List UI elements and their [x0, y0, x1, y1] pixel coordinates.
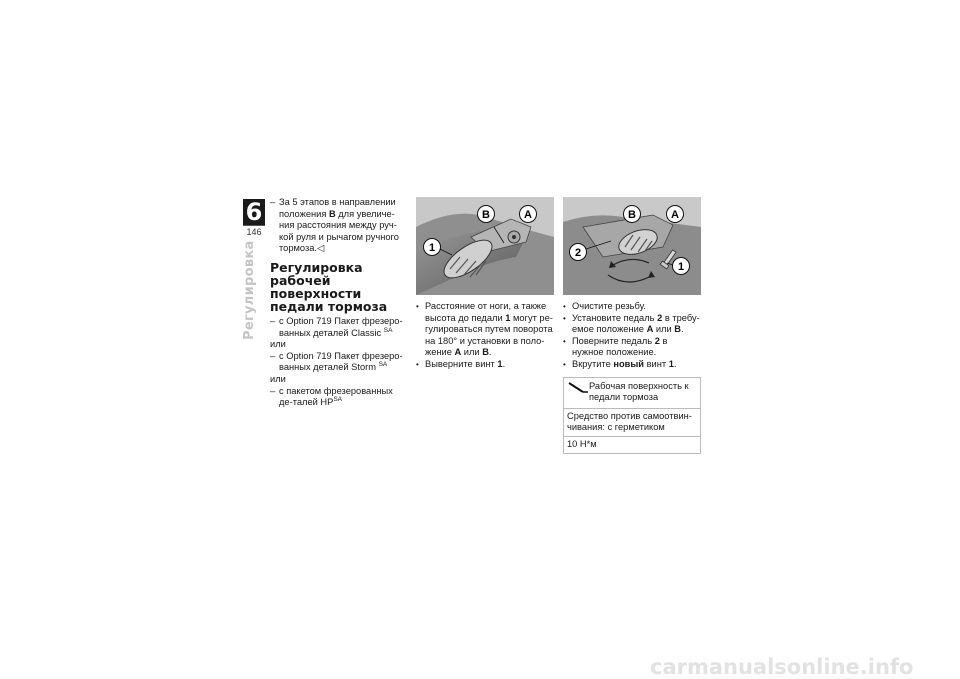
spec-torque-row: 10 Н*м	[564, 436, 700, 453]
chapter-number: 6	[243, 199, 265, 225]
instruction-item	[563, 301, 701, 313]
page-number: 146	[243, 225, 265, 237]
torque-wrench-icon	[567, 381, 589, 395]
dash-marker: –	[270, 350, 276, 361]
instruction-text: Поверните педаль 2 в нужное положение.	[572, 335, 668, 358]
bullet-marker: •	[416, 359, 419, 369]
bullet-marker: •	[563, 336, 566, 346]
intro-item	[270, 197, 408, 255]
instruction-item	[563, 336, 701, 359]
spec-agent-row: Средство против самоотвин-чивания: с герметиком	[564, 408, 700, 436]
instruction-item	[416, 359, 554, 371]
photo-label-b: B	[628, 209, 636, 221]
brake-pedal-photo-2	[563, 197, 701, 295]
brake-pedal-photo-1	[416, 197, 554, 295]
instruction-text: Очистите резьбу.	[572, 301, 646, 311]
option-text: с Option 719 Пакет фрезеро-ванных деталей Classic $^{SA}$	[279, 315, 403, 338]
instruction-text: Выверните винт 1.	[425, 358, 506, 369]
instruction-text: Расстояние от ноги, а также высота до педали 1 могут ре-гулироваться путем поворота на 180° и установки в поло-жение A или B.	[425, 301, 553, 358]
column-3	[563, 197, 701, 454]
bullet-marker: •	[563, 302, 566, 311]
column-2	[416, 197, 554, 371]
option-text: с пакетом фрезерованных де-талей $HP^{SA}$	[279, 385, 393, 408]
option-item	[270, 316, 408, 339]
dash-marker: –	[270, 385, 276, 396]
option-item	[270, 351, 408, 374]
photo-label-1: 1	[677, 261, 685, 273]
column-1	[270, 197, 408, 409]
section-heading: Регулировка рабочей поверхности педали тормоза	[270, 259, 388, 314]
spec-title: Рабочая поверхность к педали тормоза	[589, 380, 689, 403]
torque-spec-table	[563, 377, 701, 454]
watermark: carmanualsonline.info	[650, 655, 914, 679]
photo-label-b: B	[482, 209, 490, 221]
or-separator: или	[270, 373, 286, 384]
bullet-marker: •	[416, 302, 419, 311]
or-separator: или	[270, 339, 286, 350]
photo-label-1: 1	[428, 242, 436, 254]
bullet-marker: •	[563, 313, 566, 323]
instruction-item	[416, 301, 554, 359]
instruction-item	[563, 359, 701, 371]
dash-marker: –	[270, 197, 276, 207]
bullet-marker: •	[563, 359, 566, 369]
chapter-title: Регулировка	[242, 240, 257, 340]
instruction-item	[563, 313, 701, 336]
photo-label-2: 2	[574, 247, 582, 259]
intro-text: За 5 этапов в направлении положения B для увеличе-ния расстояния между руч-кой руля и рычагом ручного тормоза.◁	[279, 197, 399, 254]
photo-label-a: A	[671, 209, 679, 221]
photo-label-a: A	[524, 209, 532, 221]
option-text: с Option 719 Пакет фрезеро-ванных деталей Storm $^{SA}$	[279, 350, 403, 373]
dash-marker: –	[270, 315, 276, 326]
instruction-text: Вкрутите новый винт 1.	[572, 358, 677, 369]
spec-title-row	[564, 378, 700, 408]
instruction-text: Установите педаль 2 в требу-емое положение A или B.	[572, 312, 700, 335]
option-item	[270, 386, 408, 409]
